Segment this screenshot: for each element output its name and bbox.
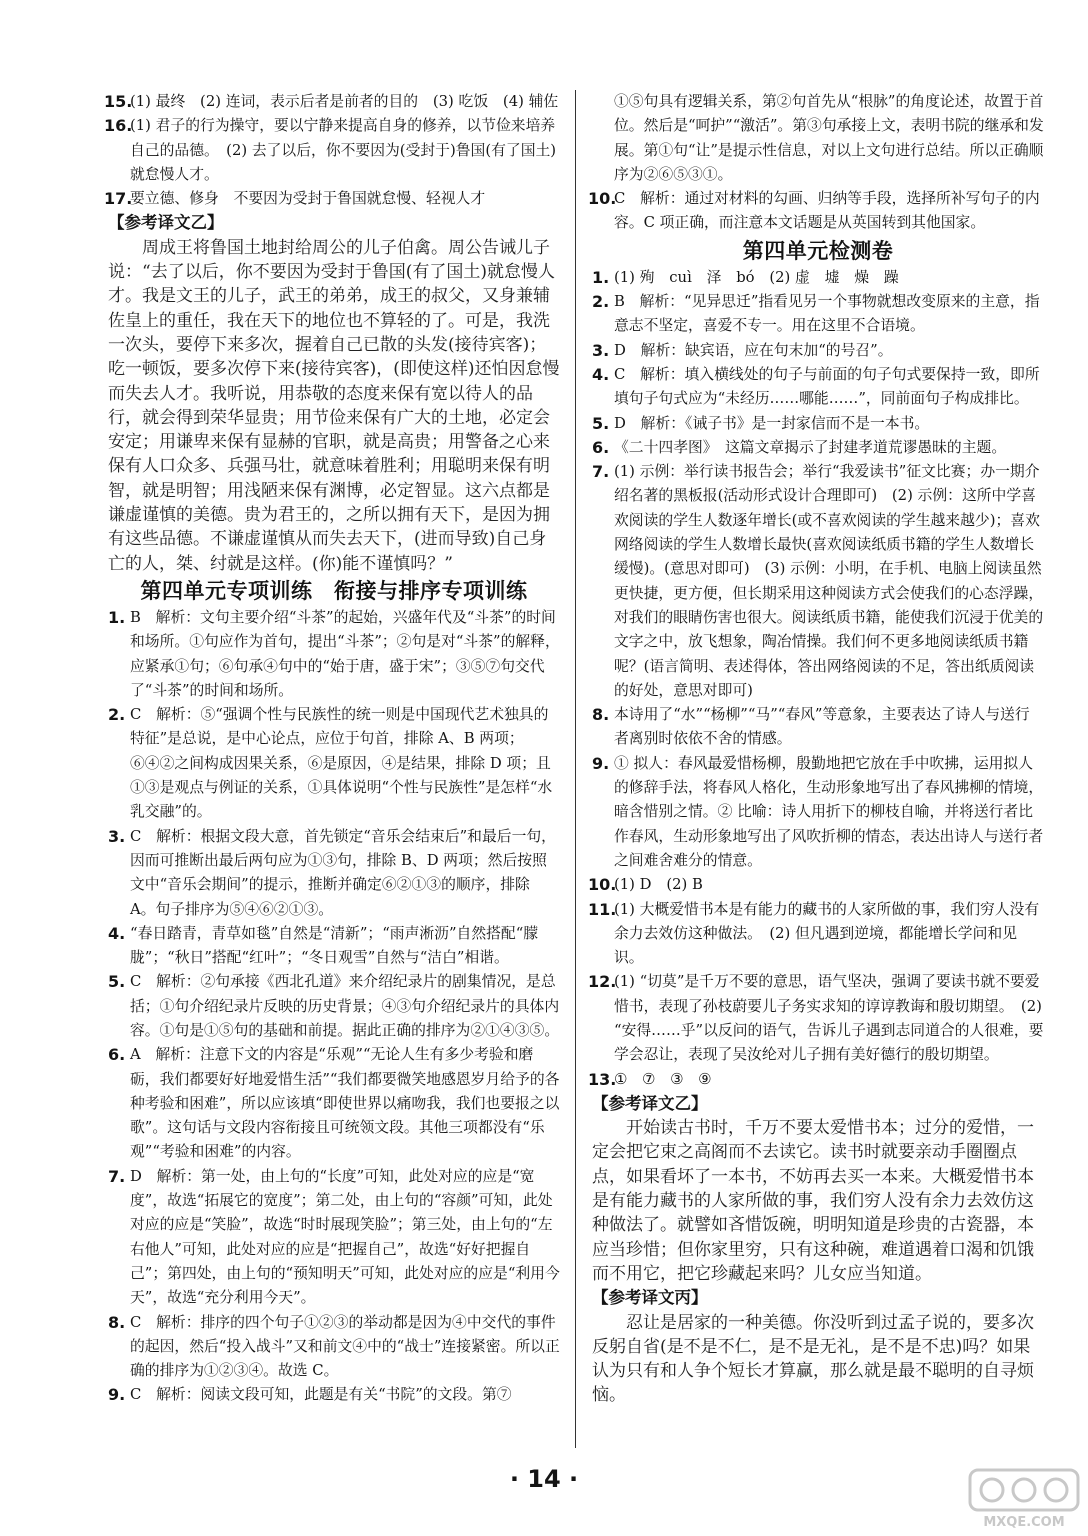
item-text: (1) “切莫”是千万不要的意思，语气坚决，强调了要读书就不要爱惜书，表现了孙枝蔚要儿子务实求知的谆谆教诲和殷切期望。 (2) “安得……乎”以反问的语气，告诉儿子遇到志同道合的人很难，要学会忍让，表现了吴汝纶对儿子拥有美好德行的殷切期望。 [614, 973, 1044, 1064]
item-number: 13. [588, 1069, 617, 1089]
item-text: ① 拟人：春风最爱惜杨柳，殷勤地把它放在手中吹拂，运用拟人的修辞手法，将春风人格化，生动形象地写出了春风拂柳的情境，暗含惜别之情。② 比喻：诗人用折下的柳枝自喻，并将送行者比作春风，生动形象地写出了风吹折柳的情态，表达出诗人与送行者之间难舍难分的情意。 [614, 754, 1044, 869]
item-number: 5. [108, 972, 126, 992]
right-column [588, 90, 1044, 1408]
answer-item [588, 1068, 1044, 1092]
item-text: (1) 大概爱惜书本是有能力的藏书的人家所做的事，我们穷人没有余力去效仿这种做法。 (2) 但凡遇到逆境，都能增长学问和见识。 [614, 900, 1040, 967]
item-number: 10. [588, 875, 617, 895]
item-text: B 解析：“见异思迁”指看见另一个事物就想改变原来的主意，指意志不坚定，喜爱不专一。用在这里不合语境。 [614, 293, 1040, 335]
answer-item [108, 1165, 560, 1311]
item-number: 2. [108, 705, 126, 725]
item-text: B 解析：文句主要介绍“斗茶”的起始，兴盛年代及“斗茶”的时间和场所。①句应作为首句，提出“斗茶”；②句是对“斗茶”的解释，应紧承①句；⑥句承④句中的“始于唐，盛于宋”；③⑤⑦句交代了“斗茶”的时间和场所。 [130, 608, 560, 699]
answer-item [108, 1043, 560, 1164]
page-number: · 14 · [509, 1465, 579, 1493]
answer-item [592, 266, 1044, 290]
item-text: 要立德、修身 不要因为受封于鲁国就怠慢、轻视人才 [130, 190, 486, 208]
answer-item [592, 412, 1044, 436]
item-number: 11. [588, 899, 617, 919]
item-number: 9. [592, 753, 610, 773]
item-number: 3. [108, 826, 126, 846]
item-number: 7. [592, 462, 610, 482]
answer-item [108, 970, 560, 1043]
translation-label: 【参考译文乙】 [592, 1093, 708, 1113]
item-text: A 解析：注意下文的内容是“乐观”“无论人生有多少考验和磨砺，我们都要好好地爱惜生活”“我们都要微笑地感恩岁月给予的各种考验和困难”，所以应该填“即使世界以痛吻我，我们也要报之以歌”。这句话与文段内容衔接且可统领文段。其他三项都没有“乐观”“考验和困难”的内容。 [130, 1046, 560, 1161]
item-number: 17. [104, 189, 133, 209]
item-text: C 解析：阅读文段可知，此题是有关“书院”的文段。第⑦ [130, 1386, 512, 1404]
item-text: 《二十四孝图》 这篇文章揭示了封建孝道荒谬愚昧的主题。 [614, 438, 1007, 456]
item-text: C 解析：根据文段大意，首先锁定“音乐会结束后”和最后一句，因而可推断出最后两句应为①③句，排除 B、D 两项；然后按照文中“音乐会期间”的提示，推断并确定⑥②①③的顺序，排除 A。句子排序为⑤④⑥②①③。 [130, 827, 556, 918]
item-text: “春日踏青，青草如毯”自然是“清新”；“雨声淅沥”自然搭配“朦胧”；“秋日”搭配“红叶”；“冬日观雪”自然与“洁白”相谐。 [130, 924, 539, 967]
item-number: 12. [588, 972, 617, 992]
item-number: 16. [104, 116, 133, 136]
translation-text: 周成王将鲁国土地封给周公的儿子伯禽。周公告诫儿子说：“去了以后，你不要因为受封于鲁国(有了国土)就怠慢人才。我是文王的儿子，武王的弟弟，成王的叔父，又身兼辅佐皇上的重任，我在天下的地位也不算轻的了。可是，我洗一次头，要停下来多次，握着自己已散的头发(接待宾客)；吃一顿饭，要多次停下来(接待宾客)，(即使这样)还怕因怠慢而失去人才。我听说，用恭敬的态度来保有宽以待人的品行，就会得到荣华显贵；用节俭来保有广大的土地，必定会安定；用谦卑来保有显赫的官职，就是高贵；用警备之心来保有人口众多、兵强马壮，就意味着胜利；用聪明来保有明智，就是明智；用浅陋来保有渊博，必定智显。这六点都是谦虚谨慎的美德。贵为君王的，之所以拥有天下，是因为拥有这些品德。不谦虚谨慎从而失去天下，(进而导致)自己身亡的人，桀、纣就是这样。(你)能不谨慎吗？” [108, 237, 560, 574]
answer-item [108, 922, 560, 971]
answer-item [592, 703, 1044, 752]
answer-item [104, 187, 560, 211]
answer-item [588, 873, 1044, 897]
answer-item [108, 606, 560, 703]
item-text: C 解析：排序的四个句子①②③的举动都是因为④中交代的事件的起因，然后“投入战斗”又和前文④中的“战士”连接紧密。所以正确的排序为①②③④。故选 C。 [130, 1313, 560, 1380]
answer-item [108, 1383, 560, 1407]
item-number: 6. [592, 437, 610, 457]
answer-item [592, 460, 1044, 703]
item-number: 3. [592, 340, 610, 360]
answer-item [108, 703, 560, 824]
translation-label: 【参考译文乙】 [108, 213, 224, 233]
answer-item [108, 1311, 560, 1384]
answer-item [588, 970, 1044, 1067]
item-text: D 解析：第一处，由上句的“长度”可知，此处对应的应是“宽度”，故选“拓展它的宽度”；第二处，由上句的“容颜”可知，此处对应的应是“笑脸”，故选“时时展现笑脸”；第三处，由上句的“左右他人”可知，此处对应的应是“把握自己”，故选“好好把握自己”；第四处，由上句的“预知明天”可知，此处对应的应是“利用今天”，故选“充分利用今天”。 [130, 1167, 560, 1307]
item-number: 7. [108, 1166, 126, 1186]
section-heading: 第四单元专项训练 衔接与排序专项训练 [140, 578, 528, 603]
answer-item [592, 363, 1044, 412]
translation-label: 【参考译文丙】 [592, 1288, 708, 1308]
item-text: D 解析：《诫子书》是一封家信而不是一本书。 [614, 414, 930, 432]
answer-item [588, 187, 1044, 236]
answer-item [108, 825, 560, 922]
item-text: (1) 最终 (2) 连词，表示后者是前者的目的 (3) 吃饭 (4) 辅佐 [130, 93, 559, 110]
item-number: 5. [592, 413, 610, 433]
column-divider [575, 90, 576, 1448]
answer-item [592, 752, 1044, 873]
item-number: 15. [104, 92, 133, 111]
answer-item [592, 339, 1044, 363]
watermark-logo [966, 1466, 1082, 1532]
item-text: D 解析：缺宾语，应在句末加“的号召”。 [614, 341, 893, 359]
item-number: 1. [592, 267, 610, 287]
item-number: 4. [592, 364, 610, 384]
item-text: 本诗用了“水”“杨柳”“马”“春风”等意象，主要表达了诗人与送行者离别时依依不舍的情感。 [614, 706, 1030, 748]
answer-item [588, 898, 1044, 971]
item-number: 10. [588, 189, 617, 209]
answer-item [592, 290, 1044, 339]
item-number: 2. [592, 292, 610, 312]
item-number: 6. [108, 1045, 126, 1065]
item-text: C 解析：通过对材料的勾画、归纳等手段，选择所补写句子的内容。C 项正确，而注意本文话题是从英国转到其他国家。 [614, 190, 1040, 232]
item-number: 4. [108, 923, 126, 943]
item-number: 8. [108, 1312, 126, 1332]
answer-item [592, 436, 1044, 460]
item-text: (1) 示例：举行读书报告会；举行“我爱读书”征文比赛；办一期介绍名著的黑板报(活动形式设计合理即可) (2) 示例：这所中学喜欢阅读的学生人数逐年增长(或不喜欢阅读的学生越来越少)；喜欢网络阅读的学生人数增长最快(喜欢阅读纸质书籍的学生人数增长缓慢)。(意思对即可) (3) 示例：小明，在手机、电脑上阅读虽然更快捷，更方便，但长期采用这种阅读方式会使我们的心态浮躁，对我们的眼睛伤害也很大。阅读纸质书籍，能使我们沉浸于优美的文字之中，放飞想象，陶冶情操。我们何不更多地阅读纸质书籍呢？(语言简明、表述得体，答出网络阅读的不足，答出纸质阅读的好处，意思对即可) [614, 463, 1044, 699]
item-number: 8. [592, 705, 610, 725]
item-text: C 解析：⑤“强调个性与民族性的统一则是中国现代艺术独具的特征”是总说，是中心论点，应位于句首，排除 A、B 两项；⑥④②之间构成因果关系，⑥是原因，④是结果，排除 D 项；且①③是观点与例证的关系，①具体说明“个性与民族性”是怎样“水乳交融”的。 [130, 706, 553, 821]
answer-item [104, 114, 560, 187]
item-continuation: ①⑤句具有逻辑关系，第②句首先从“根脉”的角度论述，故置于首位。然后是“呵护”“激活”。第③句承接上文，表明书院的继承和发展。第①句“让”是提示性信息，对以上文句进行总结。所以正确顺序为②⑥⑤③①。 [614, 93, 1044, 183]
item-text: C 解析：填入横线处的句子与前面的句子句式要保持一致，即所填句子句式应为“未经历……哪能……”，同前面句子构成排比。 [614, 365, 1040, 408]
item-text: ① ⑦ ③ ⑨ [614, 1070, 712, 1088]
item-number: 9. [108, 1385, 126, 1405]
translation-text: 开始读古书时，千万不要太爱惜书本；过分的爱惜，一定会把它束之高阁而不去读它。读书时就要亲动手圈圈点点，如果看坏了一本书，不妨再去买一本来。大概爱惜书本是有能力藏书的人家所做的事，我们穷人没有余力去效仿这种做法了。就譬如吝惜饭碗，明明知道是珍贵的古瓷器，本应当珍惜；但你家里穷，只有这种碗，难道遇着口渴和饥饿而不用它，把它珍藏起来吗？儿女应当知道。 [592, 1118, 1034, 1284]
left-column [104, 90, 560, 1408]
section-heading: 第四单元检测卷 [742, 238, 894, 263]
watermark-text: MXQE.COM [983, 1515, 1065, 1530]
item-text: (1) 殉 cuì 泽 bó (2) 虚 墟 燥 躁 [614, 268, 899, 286]
item-number: 1. [108, 607, 126, 627]
item-text: C 解析：②句承接《西北孔道》来介绍纪录片的剧集情况，是总括；①句介绍纪录片反映的历史背景；④③句介绍纪录片的具体内容。①句是①⑤句的基础和前提。据此正确的排序为②①④③⑤。 [130, 973, 560, 1039]
translation-text: 忍让是居家的一种美德。你没听到过孟子说的，要多次反躬自省(是不是不仁，是不是无礼，是不是不忠)吗？如果认为只有和人争个短长才算赢，那么就是最不聪明的自寻烦恼。 [592, 1312, 1034, 1406]
item-text: (1) D (2) B [614, 876, 703, 894]
item-text: (1) 君子的行为操守，要以宁静来提高自身的修养，以节俭来培养自己的品德。 (2) 去了以后，你不要因为(受封于)鲁国(有了国土)就怠慢人才。 [130, 117, 557, 183]
answer-item [104, 90, 560, 114]
